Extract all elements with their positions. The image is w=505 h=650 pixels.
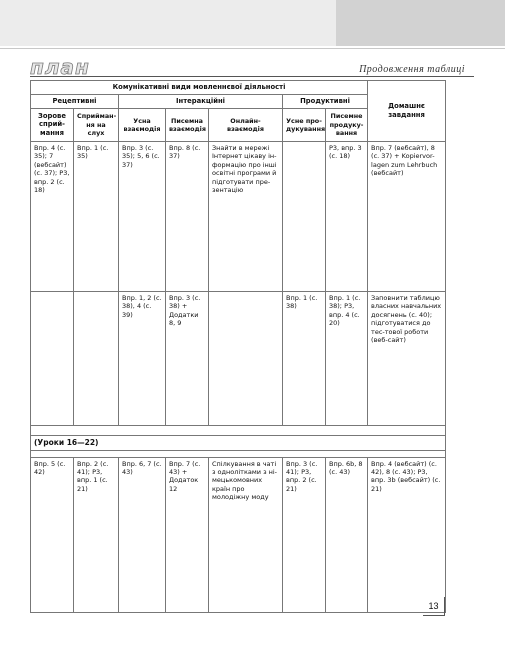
page-number: 13 (423, 597, 445, 616)
cell-written-interaction: Впр. 8 (с. 37) (166, 141, 209, 291)
header-online-interaction: Онлайн-взаємодія (209, 108, 283, 141)
header-homework: Домашнє завдання (368, 81, 446, 142)
header-productive: Продуктивні (283, 95, 368, 109)
top-corner-block (336, 0, 505, 46)
cell-written-production: Р3, впр. 3 (с. 18) (326, 141, 368, 291)
lessons-row (31, 435, 446, 450)
cell-oral-interaction: Впр. 1, 2 (с. 38), 4 (с. 39) (119, 291, 166, 425)
header-written-production: Писемне продуку-вання (326, 108, 368, 141)
cell-oral-interaction: Впр. 3 (с. 35); 5, 6 (с. 37) (119, 141, 166, 291)
title-rule (30, 76, 474, 77)
spacer-row (31, 425, 446, 435)
cell-written-production: Впр. 6b, 8 (с. 43) (326, 457, 368, 612)
spacer-row (31, 450, 446, 457)
cell-visual (31, 291, 74, 425)
cell-oral-production: Впр. 1 (с. 38) (283, 291, 326, 425)
table-row (31, 291, 446, 425)
section-title: план (30, 55, 90, 79)
cell-written-interaction: Впр. 7 (с. 43) + Додаток 12 (166, 457, 209, 612)
cell-oral-interaction: Впр. 6, 7 (с. 43) (119, 457, 166, 612)
header-listening: Сприйман-ня на слух (74, 108, 119, 141)
cell-homework: Впр. 7 (вебсайт), 8 (с. 37) + Kopiervor-lagen zum Lehrbuch (вебсайт) (368, 141, 446, 291)
cell-written-interaction: Впр. 3 (с. 38) + Додатки 8, 9 (166, 291, 209, 425)
header-interactive: Інтеракційні (119, 95, 283, 109)
cell-homework: Заповнити таблицю власних навчальних досягнень (с. 40); підготуватися до тес-тової роботи (веб-сайт) (368, 291, 446, 425)
continuation-note: Продовження таблиці (359, 64, 465, 75)
cell-listening: Впр. 1 (с. 35) (74, 141, 119, 291)
cell-homework: Впр. 4 (вебсайт) (с. 42), 8 (с. 43); Р3, впр. 3b (вебсайт) (с. 21) (368, 457, 446, 612)
header-visual: Зорове сприй-мання (31, 108, 74, 141)
top-divider (0, 48, 505, 49)
cell-visual: Впр. 5 (с. 42) (31, 457, 74, 612)
table-row (31, 457, 446, 612)
cell-online-interaction: Знайти в мережі Інтернет цікаву ін-формацію про інші освітні програми й підготувати пре-зентацію (209, 141, 283, 291)
cell-listening: Впр. 2 (с. 41); Р3, впр. 1 (с. 21) (74, 457, 119, 612)
header-written-interaction: Писемна взаємодія (166, 108, 209, 141)
cell-oral-production (283, 141, 326, 291)
header-oral-interaction: Усна взаємодія (119, 108, 166, 141)
header-communicative: Комунікативні види мовленнєвої діяльності (31, 81, 368, 95)
cell-online-interaction: Спілкування в чаті з однолітками з ні-мецькомовних країн про молодіжну моду (209, 457, 283, 612)
cell-visual: Впр. 4 (с. 35); 7 (вебсайт) (с. 37); Р3, впр. 2 (с. 18) (31, 141, 74, 291)
header-receptive: Рецептивні (31, 95, 119, 109)
cell-oral-production: Впр. 3 (с. 41); Р3, впр. 2 (с. 21) (283, 457, 326, 612)
cell-online-interaction (209, 291, 283, 425)
cell-written-production: Впр. 1 (с. 38); Р3, впр. 4 (с. 20) (326, 291, 368, 425)
lessons-label: (Уроки 16—22) (31, 435, 446, 450)
table-row (31, 141, 446, 291)
plan-table (30, 80, 446, 613)
cell-listening (74, 291, 119, 425)
header-oral-production: Усне про-дукування (283, 108, 326, 141)
